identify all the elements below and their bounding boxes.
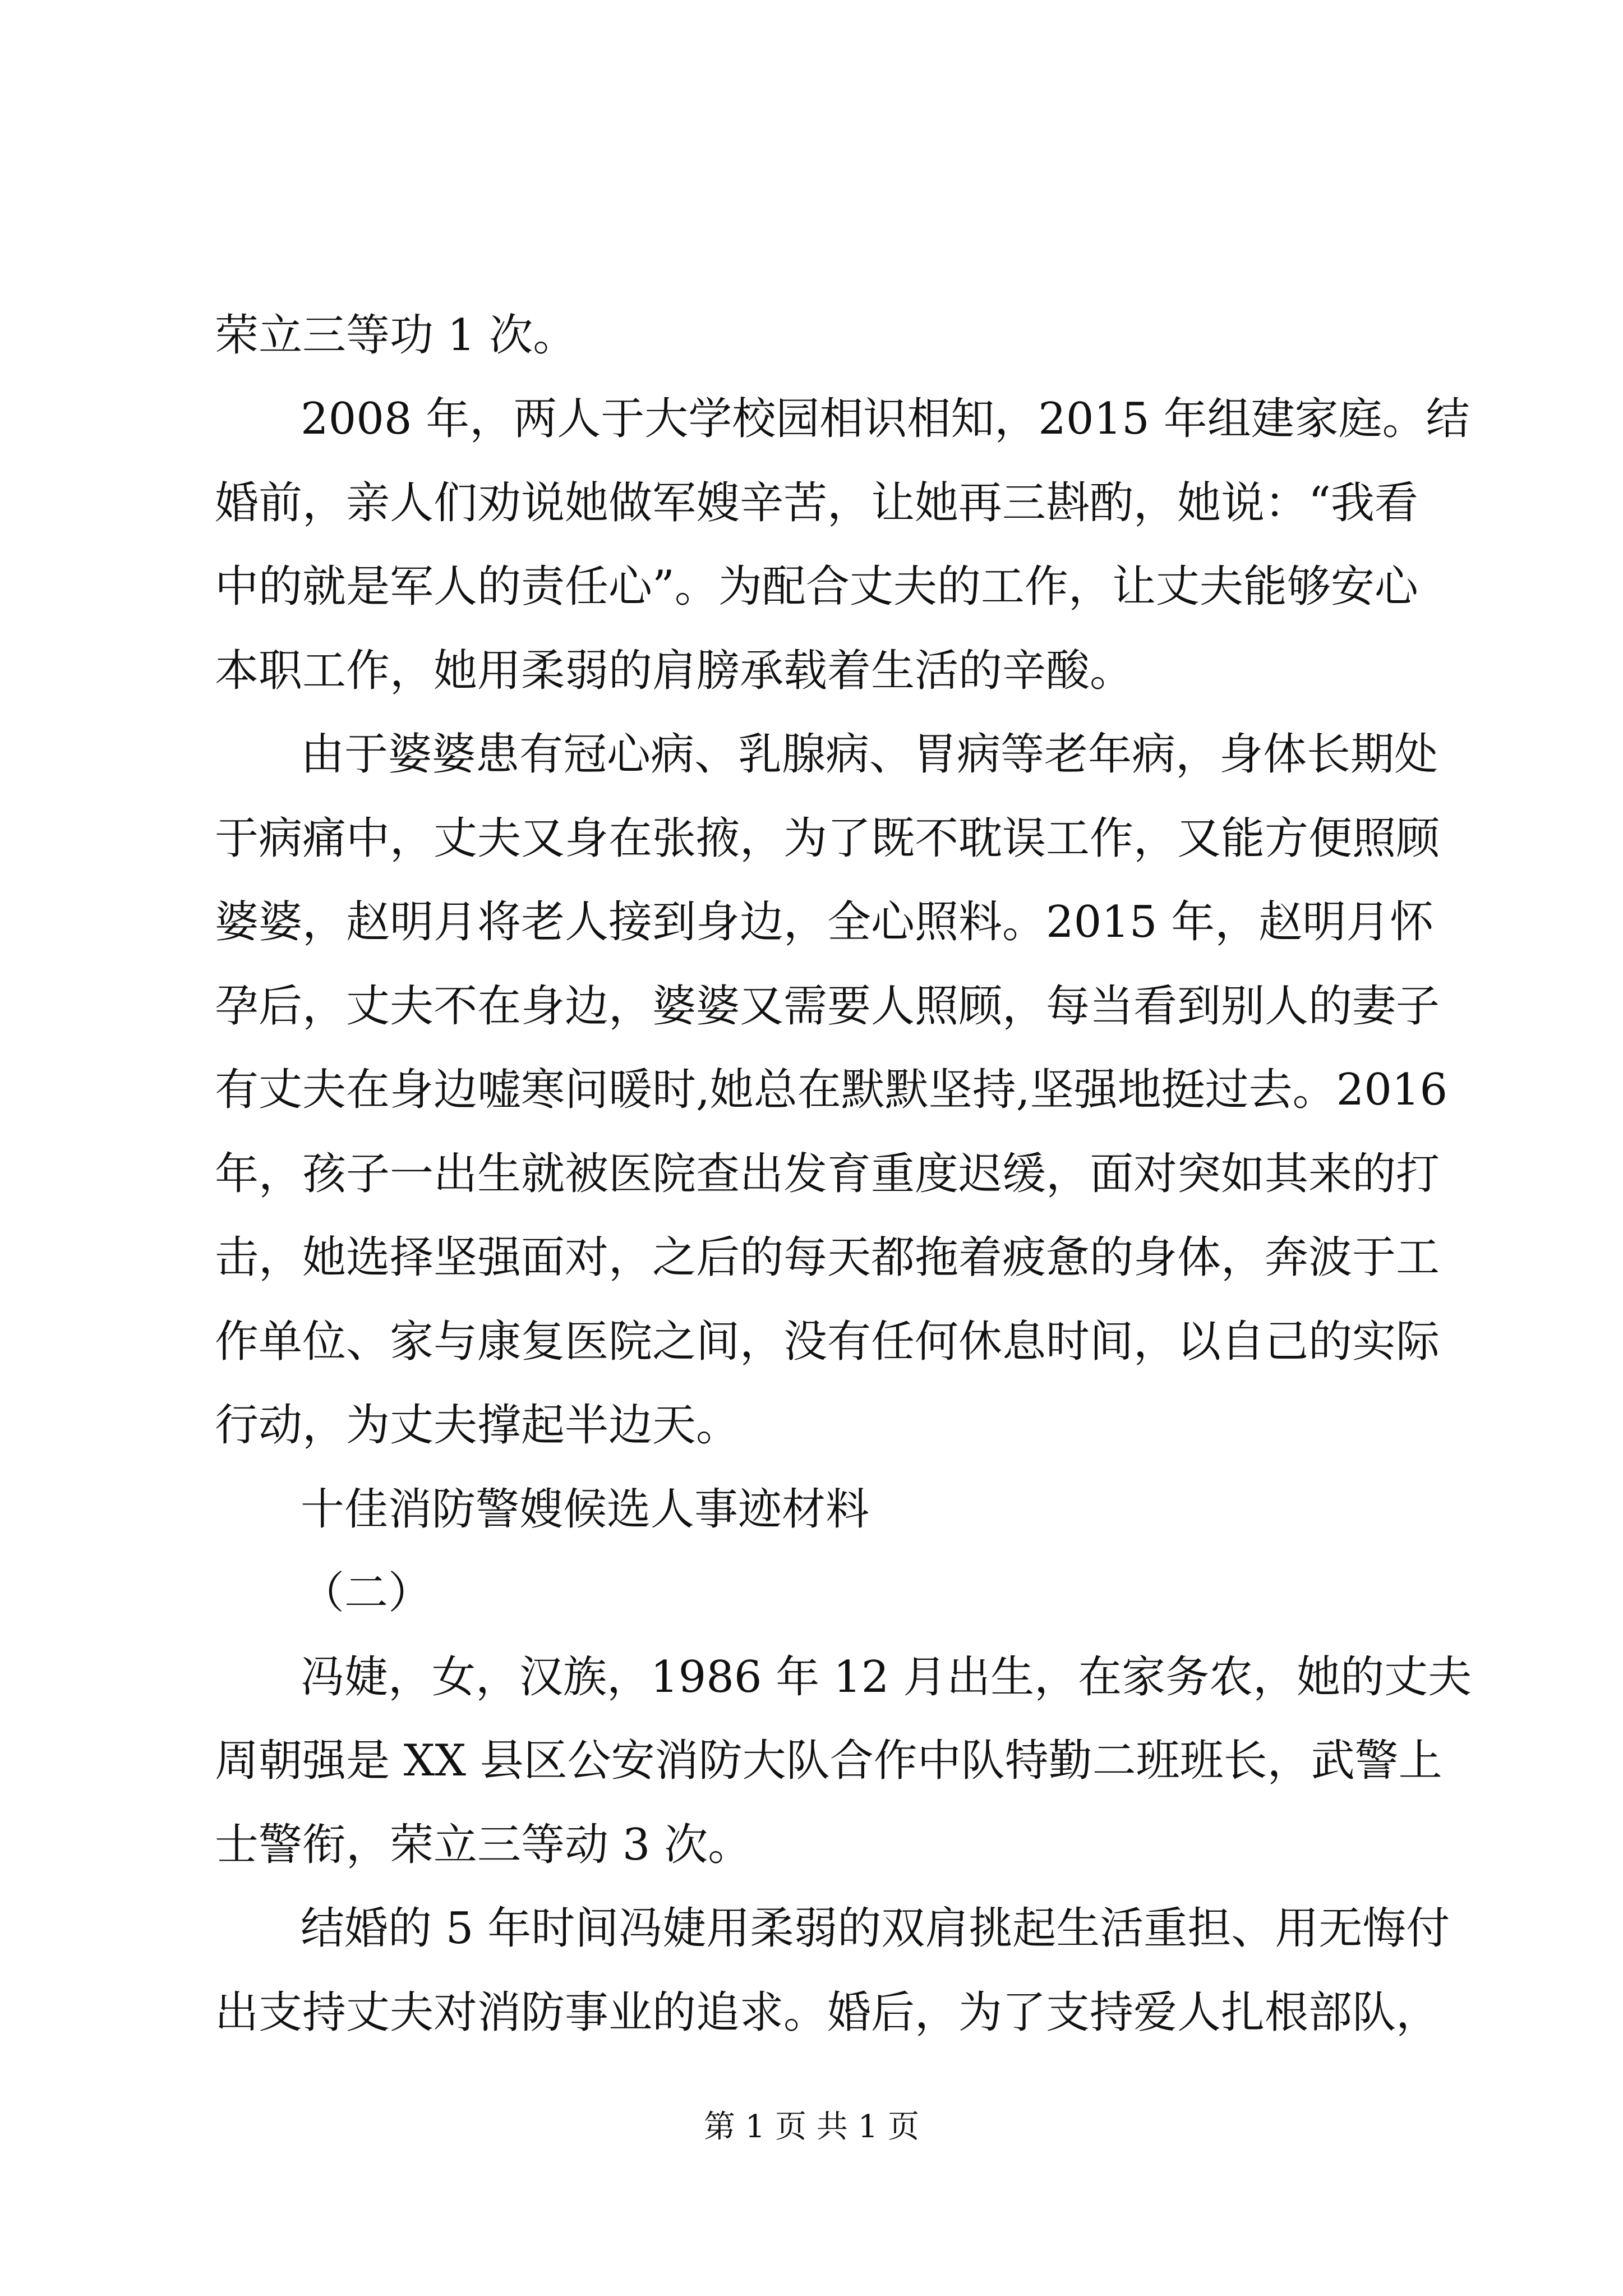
text-line-10: 有丈夫在身边嘘寒问暖时,她总在默默坚持,坚强地挺过去。2016 [215,1065,1448,1115]
section-title: 十佳消防警嫂候选人事迹材料 [301,1484,870,1535]
text-line-12: 击，她选择坚强面对，之后的每天都拖着疲惫的身体，奔波于工 [215,1232,1440,1283]
text-line-9: 孕后，丈夫不在身边，婆婆又需要人照顾，每当看到别人的妻子 [215,981,1440,1032]
section-number: （二） [301,1568,432,1618]
text-line-7: 于病痛中，丈夫又身在张掖，为了既不耽误工作，又能方便照顾 [215,813,1440,864]
text-line-1: 荣立三等功 1 次。 [215,310,577,361]
page-footer: 第 1 页 共 1 页 [703,2109,920,2145]
text-line-20: 结婚的 5 年时间冯婕用柔弱的双肩挑起生活重担、用无悔付 [301,1903,1450,1954]
text-line-8: 婆婆，赵明月将老人接到身边，全心照料。2015 年，赵明月怀 [215,897,1434,947]
text-line-11: 年，孩子一出生就被医院查出发育重度迟缓，面对突如其来的打 [215,1149,1440,1199]
text-line-13: 作单位、家与康复医院之间，没有任何休息时间，以自己的实际 [215,1317,1440,1367]
text-line-17: 冯婕，女，汉族，1986 年 12 月出生，在家务农，她的丈夫 [301,1652,1472,1703]
text-line-14: 行动，为丈夫撑起半边天。 [215,1400,740,1451]
text-line-5: 本职工作，她用柔弱的肩膀承载着生活的辛酸。 [215,646,1134,696]
text-line-3: 婚前，亲人们劝说她做军嫂辛苦，让她再三斟酌，她说：“我看 [215,478,1418,528]
text-line-21: 出支持丈夫对消防事业的追求。婚后，为了支持爱人扎根部队， [215,1987,1440,2038]
text-line-2: 2008 年，两人于大学校园相识相知，2015 年组建家庭。结 [301,394,1470,444]
text-line-6: 由于婆婆患有冠心病、乳腺病、胃病等老年病，身体长期处 [301,729,1438,780]
text-line-4: 中的就是军人的责任心”。为配合丈夫的工作，让丈夫能够安心 [215,562,1418,612]
text-line-19: 士警衔，荣立三等动 3 次。 [215,1820,752,1870]
text-line-18: 周朝强是 XX 县区公安消防大队合作中队特勤二班班长，武警上 [215,1736,1442,1786]
